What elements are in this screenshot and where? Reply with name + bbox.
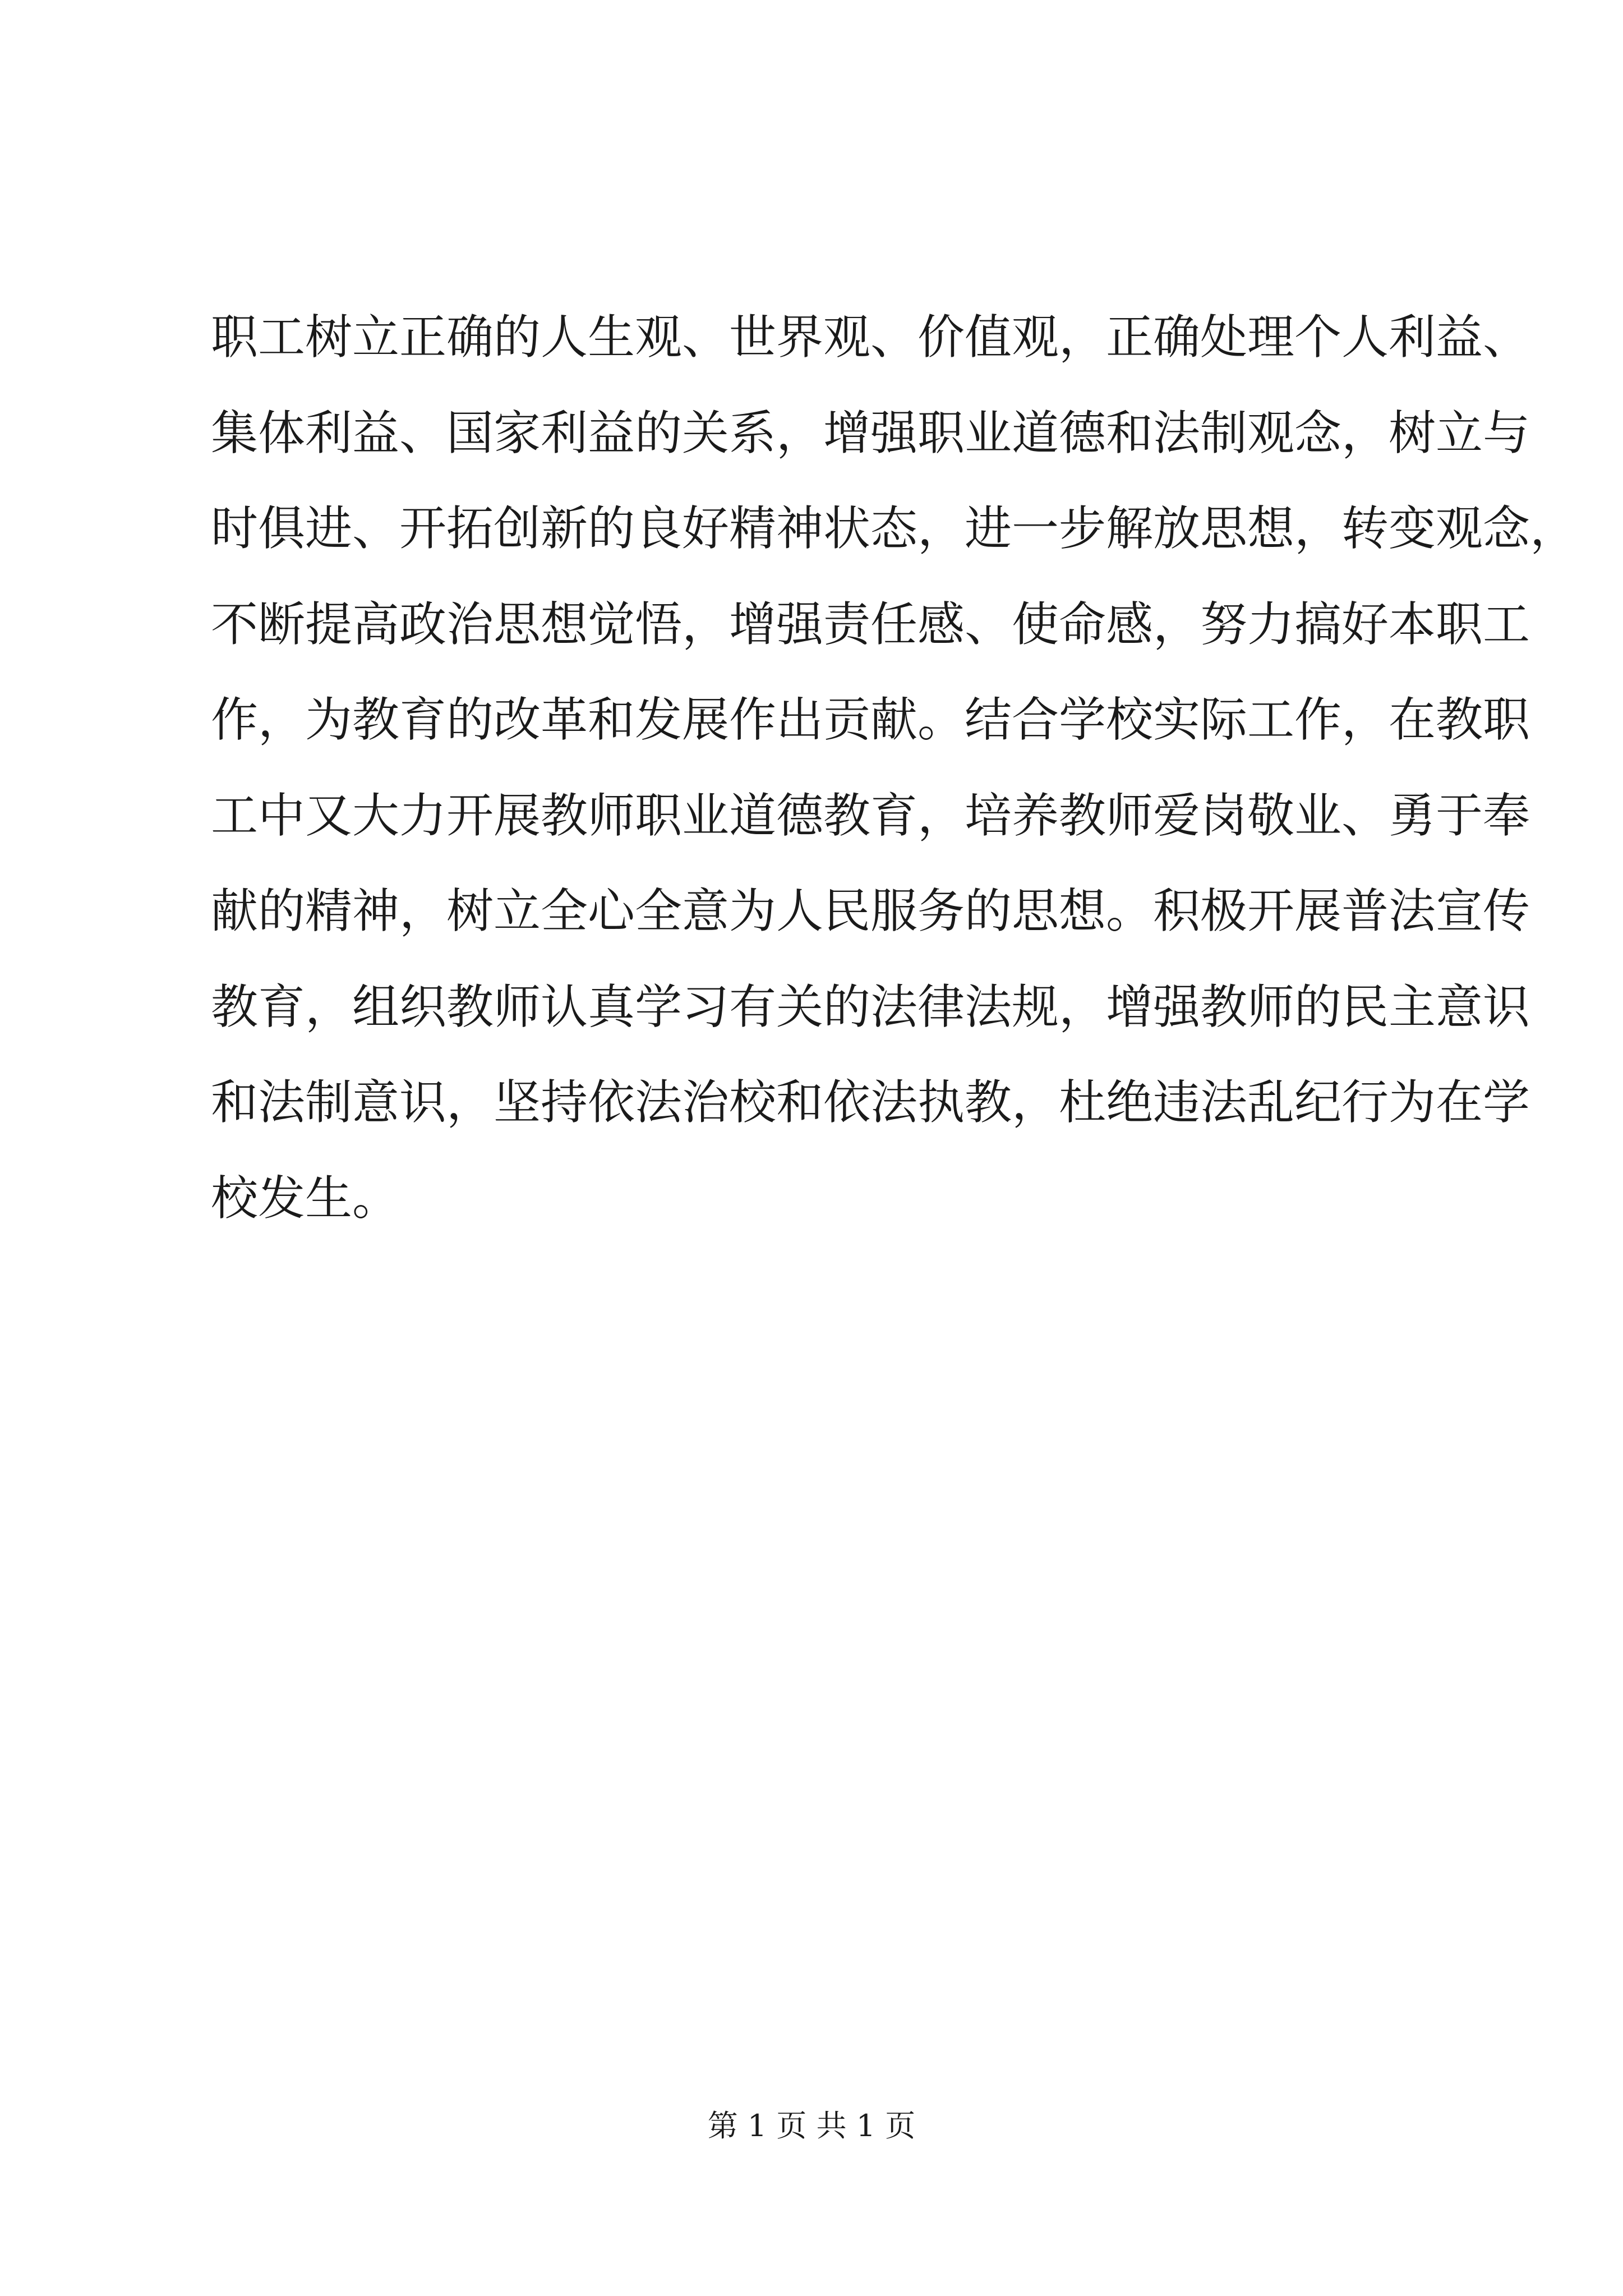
paragraph-line: 校发生。: [211, 1171, 400, 1226]
paragraph-line: 献的精神，树立全心全意为人民服务的思想。积极开展普法宣传: [211, 884, 1530, 938]
paragraph-line: 教育，组织教师认真学习有关的法律法规，增强教师的民主意识: [211, 979, 1530, 1034]
paragraph-line: 和法制意识，坚持依法治校和依法执教，杜绝违法乱纪行为在学: [211, 1075, 1530, 1130]
paragraph-line: 作，为教育的改革和发展作出贡献。结合学校实际工作，在教职: [211, 692, 1530, 747]
paragraph-line: 集体利益、国家利益的关系，增强职业道德和法制观念，树立与: [211, 406, 1530, 461]
paragraph-line: 职工树立正确的人生观、世界观、价值观，正确处理个人利益、: [211, 310, 1530, 365]
paragraph-line: 不断提高政治思想觉悟，增强责任感、使命感，努力搞好本职工: [211, 597, 1530, 652]
paragraph-line: 时俱进、开拓创新的良好精神状态，进一步解放思想，转变观念，: [211, 501, 1578, 556]
page-number-footer: 第 1 页 共 1 页: [707, 2108, 916, 2143]
paragraph-line: 工中又大力开展教师职业道德教育，培养教师爱岗敬业、勇于奉: [211, 788, 1530, 843]
